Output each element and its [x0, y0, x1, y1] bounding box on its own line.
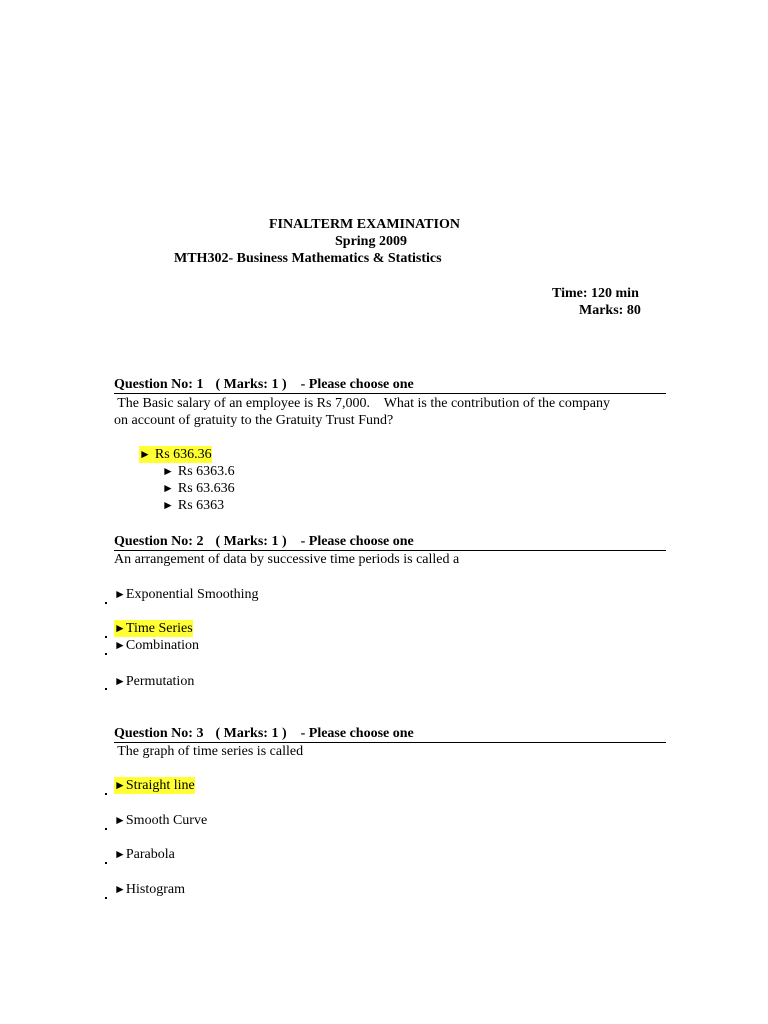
- bullet-dot: [105, 897, 107, 899]
- question-header: [114, 376, 666, 394]
- option-label: Smooth Curve: [125, 813, 208, 828]
- arrow-icon: ►: [162, 481, 174, 495]
- exam-term: Spring 2009: [335, 234, 407, 249]
- option-label: Histogram: [125, 882, 185, 897]
- question-number: Question No: 2: [114, 534, 204, 549]
- question-text: An arrangement of data by successive time periods is called a: [114, 552, 460, 567]
- arrow-icon: ►: [162, 464, 174, 478]
- question-marks: ( Marks: 1 ): [215, 534, 287, 549]
- exam-title: FINALTERM EXAMINATION: [269, 217, 460, 232]
- bullet-dot: [105, 653, 107, 655]
- option-label: Straight line: [125, 778, 195, 793]
- option-label: Rs 6363: [177, 498, 225, 513]
- arrow-icon: ►: [114, 587, 126, 601]
- arrow-icon: ►: [114, 847, 126, 861]
- answer-option-selected[interactable]: [114, 620, 193, 637]
- answer-option[interactable]: [162, 480, 235, 497]
- option-label: Parabola: [125, 847, 175, 862]
- answer-option[interactable]: [114, 586, 259, 603]
- option-label: Combination: [125, 638, 200, 653]
- question-header: [114, 725, 666, 743]
- arrow-icon: ►: [114, 638, 126, 652]
- question-header: [114, 533, 666, 551]
- exam-time: Time: 120 min: [552, 286, 639, 301]
- bullet-dot: [105, 636, 107, 638]
- arrow-icon: ►: [114, 621, 126, 635]
- question-instruction: - Please choose one: [300, 726, 414, 741]
- question-text: The graph of time series is called: [114, 744, 304, 759]
- option-label: Rs 636.36: [154, 447, 212, 462]
- arrow-icon: ►: [139, 447, 151, 461]
- answer-option[interactable]: [114, 881, 185, 898]
- bullet-dot: [105, 793, 107, 795]
- question-text: The Basic salary of an employee is Rs 7,000. What is the contribution of the company: [114, 396, 610, 411]
- answer-option[interactable]: [162, 497, 224, 514]
- question-number: Question No: 3: [114, 726, 204, 741]
- arrow-icon: ►: [114, 813, 126, 827]
- option-label: Rs 6363.6: [177, 464, 235, 479]
- question-marks: ( Marks: 1 ): [215, 726, 287, 741]
- answer-option[interactable]: [114, 846, 175, 863]
- option-label: Exponential Smoothing: [125, 587, 259, 602]
- bullet-dot: [105, 828, 107, 830]
- answer-option[interactable]: [114, 673, 194, 690]
- arrow-icon: ►: [114, 882, 126, 896]
- bullet-dot: [105, 688, 107, 690]
- arrow-icon: ►: [114, 778, 126, 792]
- arrow-icon: ►: [162, 498, 174, 512]
- question-text: on account of gratuity to the Gratuity Trust Fund?: [114, 413, 394, 428]
- answer-option-selected[interactable]: [114, 777, 195, 794]
- question-marks: ( Marks: 1 ): [215, 377, 287, 392]
- option-label: Rs 63.636: [177, 481, 235, 496]
- answer-option[interactable]: [162, 463, 235, 480]
- course-title: MTH302- Business Mathematics & Statistics: [174, 251, 442, 266]
- question-number: Question No: 1: [114, 377, 204, 392]
- answer-option[interactable]: [114, 812, 207, 829]
- bullet-dot: [105, 602, 107, 604]
- option-label: Time Series: [125, 621, 193, 636]
- option-label: Permutation: [125, 674, 195, 689]
- question-instruction: - Please choose one: [300, 377, 414, 392]
- answer-option[interactable]: [114, 637, 199, 654]
- bullet-dot: [105, 862, 107, 864]
- question-instruction: - Please choose one: [300, 534, 414, 549]
- arrow-icon: ►: [114, 674, 126, 688]
- exam-marks: Marks: 80: [579, 303, 641, 318]
- answer-option-selected[interactable]: [139, 446, 212, 463]
